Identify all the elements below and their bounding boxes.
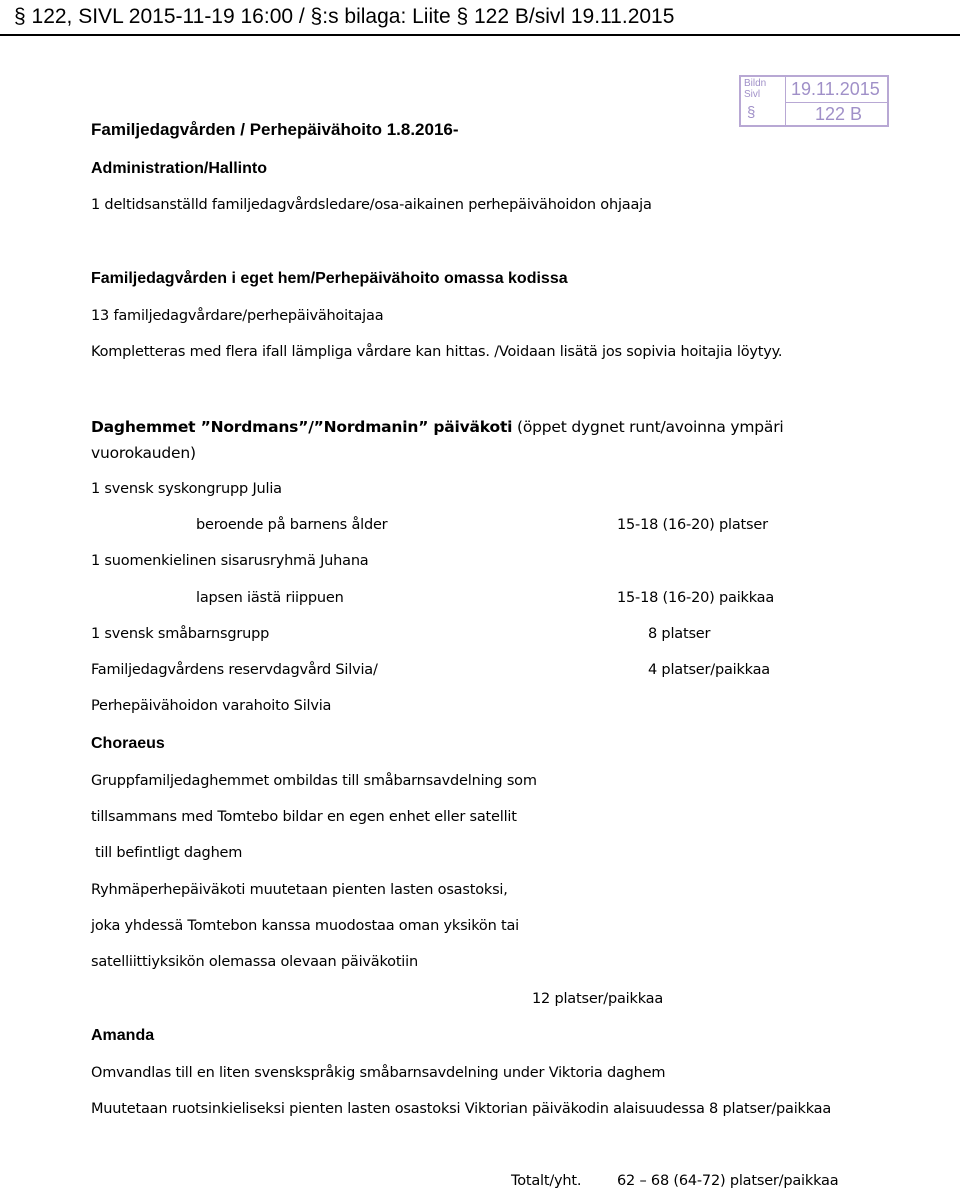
amanda-line-1: Omvandlas till en liten svenskspråkig småbarnsavdelning under Viktoria daghem [91,1065,666,1081]
total-label: Totalt/yht. [511,1173,582,1189]
daghem-row-right: 8 platser [648,626,711,642]
meeting-stamp [739,75,889,127]
daghem-row-left: 1 suomenkielinen sisarusryhmä Juhana [91,553,369,569]
choraeus-line: joka yhdessä Tomtebon kanssa muodostaa oman yksikön tai [91,918,520,934]
amanda-line-2: Muutetaan ruotsinkieliseksi pienten lasten osastoksi Viktorian päiväkodin alaisuudessa 8 platser/paikkaa [91,1101,832,1117]
admin-heading: Administration/Hallinto [91,160,267,177]
header-divider [0,34,960,36]
home-care-line-1: 13 familjedagvårdare/perhepäivähoitajaa [91,308,384,324]
total-value: 62 – 68 (64-72) platser/paikkaa [617,1173,839,1189]
amanda-heading: Amanda [91,1027,155,1044]
stamp-divider [785,77,786,125]
choraeus-line: Ryhmäperhepäiväkoti muutetaan pienten lasten osastoksi, [91,882,508,898]
choraeus-line: till befintligt daghem [95,845,243,861]
daghem-row-left: beroende på barnens ålder [196,517,388,533]
choraeus-line: tillsammans med Tomtebo bildar en egen enhet eller satellit [91,809,517,825]
daghem-row-right: 15-18 (16-20) paikkaa [617,590,775,606]
page-title: Familjedagvården / Perhepäivähoito 1.8.2016- [91,120,459,139]
stamp-label-top: Bildn [744,78,767,89]
document-header: § 122, SIVL 2015-11-19 16:00 / §:s bilaga: Liite § 122 B/sivl 19.11.2015 [14,5,675,28]
stamp-hline [785,102,887,103]
stamp-number: 122 B [815,104,863,124]
choraeus-places: 12 platser/paikkaa [532,991,664,1007]
stamp-date: 19.11.2015 [791,79,880,99]
daghem-intro-line-2: vuorokauden) [91,444,196,462]
daghem-name: Daghemmet ”Nordmans”/”Nordmanin” päiväkoti [91,418,513,436]
admin-line: 1 deltidsanställd familjedagvårdsledare/osa-aikainen perhepäivähoidon ohjaaja [91,197,652,213]
home-care-heading: Familjedagvården i eget hem/Perhepäivähoito omassa kodissa [91,270,568,287]
choraeus-line: satelliittiyksikön olemassa olevaan päiväkotiin [91,954,418,970]
daghem-row-right: 15-18 (16-20) platser [617,517,768,533]
daghem-hours: (öppet dygnet runt/avoinna ympäri [512,418,784,436]
stamp-label-bottom: Sivl [744,89,761,100]
daghem-row-left: 1 svensk syskongrupp Julia [91,481,282,497]
daghem-intro [91,418,784,436]
daghem-row-left: Familjedagvårdens reservdagvård Silvia/ [91,662,378,678]
daghem-row-left: Perhepäivähoidon varahoito Silvia [91,698,332,714]
choraeus-heading: Choraeus [91,735,165,752]
home-care-line-2: Kompletteras med flera ifall lämpliga vårdare kan hittas. /Voidaan lisätä jos sopivia hoitajia löytyy. [91,344,783,360]
daghem-row-left: 1 svensk småbarnsgrupp [91,626,270,642]
daghem-row-right: 4 platser/paikkaa [648,662,770,678]
choraeus-line: Gruppfamiljedaghemmet ombildas till småbarnsavdelning som [91,773,537,789]
daghem-row-left: lapsen iästä riippuen [196,590,344,606]
stamp-section-symbol: § [747,104,756,121]
